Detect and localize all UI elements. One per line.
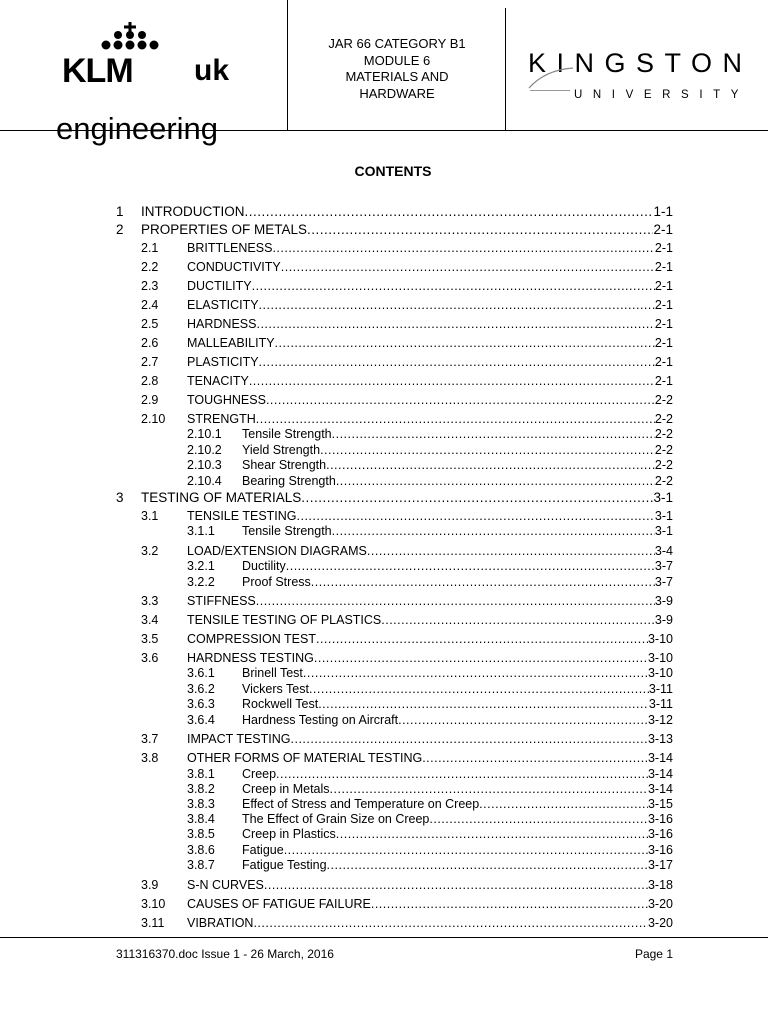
toc-entry-page: 2-2 <box>654 458 673 472</box>
kingston-logo-rule <box>530 90 570 91</box>
toc-entry-number: 2.6 <box>141 336 159 350</box>
toc-entry[interactable] <box>0 751 768 766</box>
klm-logo-text: KLM <box>62 52 133 90</box>
toc-entry-line <box>187 412 673 427</box>
toc-entry-number: 2.4 <box>141 298 159 312</box>
toc-entry[interactable] <box>0 732 768 747</box>
toc-entry-title: Creep in Metals <box>242 782 330 796</box>
toc-entry-title: Hardness Testing on Aircraft <box>242 713 399 727</box>
toc-entry[interactable] <box>0 412 768 427</box>
toc-entry-line <box>187 336 673 351</box>
page-title: CONTENTS <box>354 163 432 179</box>
toc-entry[interactable] <box>0 298 768 313</box>
toc-entry[interactable] <box>0 443 768 458</box>
toc-entry[interactable] <box>0 544 768 559</box>
toc-entry-number: 3.8.4 <box>187 812 215 826</box>
toc-entry[interactable] <box>0 767 768 782</box>
toc-entry[interactable] <box>0 713 768 728</box>
toc-entry[interactable] <box>0 427 768 442</box>
toc-entry[interactable] <box>0 490 768 506</box>
module-header-line: MODULE 6 <box>363 52 431 68</box>
toc-entry-number: 2.3 <box>141 279 159 293</box>
toc-dot-leader <box>301 490 653 506</box>
toc-dot-leader <box>303 666 648 681</box>
toc-entry-line <box>242 797 673 812</box>
toc-entry[interactable] <box>0 858 768 873</box>
toc-entry-number: 2.8 <box>141 374 159 388</box>
toc-dot-leader <box>314 651 648 666</box>
toc-entry-line <box>242 782 673 797</box>
toc-entry-page: 2-1 <box>654 317 673 331</box>
toc-dot-leader <box>264 878 648 893</box>
toc-entry-line <box>187 732 673 747</box>
toc-entry-title: Shear Strength <box>242 458 327 472</box>
toc-entry[interactable] <box>0 613 768 628</box>
toc-entry[interactable] <box>0 812 768 827</box>
toc-entry-number: 3.6 <box>141 651 159 665</box>
toc-entry[interactable] <box>0 897 768 912</box>
toc-entry-line <box>242 559 673 574</box>
toc-dot-leader <box>479 797 648 812</box>
toc-dot-leader <box>253 916 648 931</box>
toc-entry-title: The Effect of Grain Size on Creep <box>242 812 430 826</box>
toc-entry-number: 2.10.1 <box>187 427 222 441</box>
toc-entry-page: 3-17 <box>647 858 673 872</box>
toc-dot-leader <box>330 782 648 797</box>
toc-entry-number: 3.5 <box>141 632 159 646</box>
toc-entry-page: 2-1 <box>654 241 673 255</box>
toc-entry[interactable] <box>0 336 768 351</box>
module-header <box>289 36 505 102</box>
toc-entry-number: 3 <box>116 490 124 505</box>
toc-entry-line <box>242 474 673 489</box>
toc-dot-leader <box>429 812 648 827</box>
toc-entry[interactable] <box>0 878 768 893</box>
toc-entry-line <box>187 751 673 766</box>
toc-dot-leader <box>259 355 655 370</box>
toc-entry[interactable] <box>0 575 768 590</box>
toc-entry-number: 2 <box>116 222 124 237</box>
toc-entry-number: 3.6.2 <box>187 682 215 696</box>
toc-dot-leader <box>256 594 655 609</box>
toc-dot-leader <box>284 843 648 858</box>
toc-entry-page: 3-4 <box>654 544 673 558</box>
toc-entry-page: 3-15 <box>647 797 673 811</box>
kingston-swoosh-icon <box>527 66 575 90</box>
toc-entry-page: 3-11 <box>648 697 673 711</box>
toc-entry-number: 3.1 <box>141 509 159 523</box>
toc-dot-leader <box>297 509 655 524</box>
toc-dot-leader <box>318 697 649 712</box>
toc-entry[interactable] <box>0 782 768 797</box>
toc-entry-page: 3-20 <box>647 897 673 911</box>
toc-entry-number: 3.3 <box>141 594 159 608</box>
toc-entry-title: INTRODUCTION <box>141 204 245 219</box>
toc-entry[interactable] <box>0 827 768 842</box>
toc-dot-leader <box>272 241 654 256</box>
toc-entry-number: 2.10.2 <box>187 443 222 457</box>
toc-entry-title: STIFFNESS <box>187 594 256 608</box>
toc-entry-number: 3.9 <box>141 878 159 892</box>
toc-entry-title: Proof Stress <box>242 575 311 589</box>
toc-dot-leader <box>281 260 655 275</box>
toc-dot-leader <box>367 544 655 559</box>
toc-dot-leader <box>336 827 648 842</box>
footer-doc-info: 311316370.doc Issue 1 - 26 March, 2016 <box>116 947 334 961</box>
toc-entry-number: 3.6.3 <box>187 697 215 711</box>
toc-dot-leader <box>311 575 655 590</box>
toc-entry-number: 2.7 <box>141 355 159 369</box>
toc-dot-leader <box>256 317 654 332</box>
toc-entry-title: S-N CURVES <box>187 878 264 892</box>
toc-entry-number: 3.8.6 <box>187 843 215 857</box>
toc-entry-page: 2-2 <box>654 393 673 407</box>
toc-dot-leader <box>266 393 655 408</box>
toc-entry-title: OTHER FORMS OF MATERIAL TESTING <box>187 751 423 765</box>
toc-entry[interactable] <box>0 697 768 712</box>
toc-entry-title: Ductility <box>242 559 286 573</box>
toc-entry[interactable] <box>0 222 768 238</box>
toc-dot-leader <box>249 374 655 389</box>
toc-entry-line <box>187 878 673 893</box>
toc-dot-leader <box>275 336 655 351</box>
toc-entry-number: 3.6.4 <box>187 713 215 727</box>
module-header-line: MATERIALS AND <box>345 69 449 84</box>
toc-dot-leader <box>291 732 648 747</box>
toc-entry-page: 2-2 <box>654 412 673 426</box>
toc-entry-line <box>141 204 673 220</box>
toc-entry-title: LOAD/EXTENSION DIAGRAMS <box>187 544 367 558</box>
toc-entry-page: 3-12 <box>647 713 673 727</box>
toc-entry-line <box>242 666 673 681</box>
toc-entry[interactable] <box>0 260 768 275</box>
toc-entry-page: 3-10 <box>647 632 673 646</box>
toc-entry-line <box>187 544 673 559</box>
toc-entry-line <box>242 767 673 782</box>
footer-page-number: Page 1 <box>634 947 673 961</box>
toc-entry[interactable] <box>0 393 768 408</box>
toc-entry-title: PLASTICITY <box>187 355 259 369</box>
toc-entry-title: Fatigue <box>242 843 284 857</box>
toc-entry-title: ELASTICITY <box>187 298 259 312</box>
toc-entry-title: TENSILE TESTING OF PLASTICS <box>187 613 382 627</box>
toc-entry-number: 2.2 <box>141 260 159 274</box>
module-header-line: HARDWARE <box>359 85 435 101</box>
toc-entry-title: COMPRESSION TEST <box>187 632 316 646</box>
toc-entry-line <box>187 298 673 313</box>
toc-entry-line <box>141 222 673 238</box>
toc-entry-line <box>242 697 673 712</box>
toc-entry[interactable] <box>0 682 768 697</box>
toc-entry-line <box>242 427 673 442</box>
toc-entry-line <box>187 355 673 370</box>
toc-entry-page: 3-18 <box>647 878 673 892</box>
toc-entry-page: 3-7 <box>654 559 673 573</box>
toc-entry-page: 3-10 <box>647 666 673 680</box>
toc-entry-title: TOUGHNESS <box>187 393 266 407</box>
toc-entry-page: 2-2 <box>654 427 673 441</box>
toc-dot-leader <box>332 524 655 539</box>
klm-crown-icon <box>101 22 159 52</box>
toc-entry-page: 3-20 <box>647 916 673 930</box>
toc-entry-number: 3.2.1 <box>187 559 215 573</box>
toc-entry-line <box>187 613 673 628</box>
toc-entry-page: 2-1 <box>654 336 673 350</box>
toc-entry-number: 3.8 <box>141 751 159 765</box>
toc-entry-line <box>242 812 673 827</box>
toc-entry-number: 3.1.1 <box>187 524 215 538</box>
klm-logo-engineering: engineering <box>56 111 219 146</box>
module-header-line: JAR 66 CATEGORY B1 <box>328 36 466 51</box>
toc-entry-line <box>187 241 673 256</box>
toc-entry-title: Tensile Strength <box>242 524 332 538</box>
toc-entry[interactable] <box>0 524 768 539</box>
toc-entry-page: 3-16 <box>647 827 673 841</box>
toc-entry-number: 2.10 <box>141 412 166 426</box>
toc-dot-leader <box>326 458 655 473</box>
toc-entry-page: 3-10 <box>647 651 673 665</box>
toc-entry-page: 2-1 <box>654 355 673 369</box>
toc-entry-title: TESTING OF MATERIALS <box>141 490 302 505</box>
toc-entry-page: 3-9 <box>654 594 673 608</box>
toc-entry-line <box>242 443 673 458</box>
toc-entry-page: 3-9 <box>654 613 673 627</box>
toc-entry-title: Tensile Strength <box>242 427 332 441</box>
toc-entry[interactable] <box>0 632 768 647</box>
toc-dot-leader <box>256 412 655 427</box>
toc-dot-leader <box>259 298 655 313</box>
toc-dot-leader <box>320 443 655 458</box>
toc-dot-leader <box>316 632 648 647</box>
toc-entry-line <box>187 651 673 666</box>
toc-entry-title: HARDNESS TESTING <box>187 651 314 665</box>
toc-entry[interactable] <box>0 666 768 681</box>
toc-dot-leader <box>309 682 649 697</box>
toc-entry-page: 2-2 <box>654 443 673 457</box>
toc-entry-number: 3.8.2 <box>187 782 215 796</box>
toc-entry[interactable] <box>0 317 768 332</box>
toc-entry-title: TENSILE TESTING <box>187 509 297 523</box>
toc-entry[interactable] <box>0 474 768 489</box>
toc-entry-number: 3.2.2 <box>187 575 215 589</box>
toc-entry-line <box>187 279 673 294</box>
toc-entry-title: Vickers Test <box>242 682 309 696</box>
toc-entry-title: Effect of Stress and Temperature on Creep <box>242 797 480 811</box>
toc-entry-page: 1-1 <box>653 204 673 219</box>
toc-entry-line <box>187 594 673 609</box>
toc-entry-page: 2-1 <box>654 374 673 388</box>
toc-entry-page: 3-1 <box>654 509 673 523</box>
toc-entry-title: Creep in Plastics <box>242 827 336 841</box>
toc-entry[interactable] <box>0 458 768 473</box>
toc-dot-leader <box>371 897 648 912</box>
toc-entry-page: 3-14 <box>647 782 673 796</box>
toc-entry-number: 3.6.1 <box>187 666 215 680</box>
toc-entry[interactable] <box>0 355 768 370</box>
toc-entry-title: STRENGTH <box>187 412 256 426</box>
toc-entry-page: 3-16 <box>647 843 673 857</box>
toc-entry-page: 3-14 <box>647 767 673 781</box>
toc-entry-title: MALLEABILITY <box>187 336 275 350</box>
toc-entry-title: IMPACT TESTING <box>187 732 291 746</box>
toc-dot-leader <box>332 427 655 442</box>
toc-entry-title: Yield Strength <box>242 443 321 457</box>
toc-dot-leader <box>381 613 655 628</box>
toc-entry-number: 3.4 <box>141 613 159 627</box>
toc-entry-title: HARDNESS <box>187 317 257 331</box>
toc-entry-line <box>187 260 673 275</box>
toc-entry[interactable] <box>0 374 768 389</box>
toc-entry[interactable] <box>0 797 768 812</box>
toc-entry-page: 2-1 <box>654 279 673 293</box>
toc-entry-line <box>187 509 673 524</box>
toc-dot-leader <box>398 713 648 728</box>
toc-entry-title: CONDUCTIVITY <box>187 260 281 274</box>
toc-entry-line <box>242 458 673 473</box>
toc-entry-line <box>242 713 673 728</box>
toc-entry-title: CAUSES OF FATIGUE FAILURE <box>187 897 371 911</box>
toc-entry[interactable] <box>0 916 768 931</box>
toc-entry-line <box>187 374 673 389</box>
toc-entry[interactable] <box>0 204 768 220</box>
toc-entry-number: 2.10.3 <box>187 458 222 472</box>
toc-entry-number: 1 <box>116 204 124 219</box>
toc-dot-leader <box>327 858 648 873</box>
toc-entry-number: 3.2 <box>141 544 159 558</box>
toc-entry-number: 3.8.7 <box>187 858 215 872</box>
toc-entry-title: Creep <box>242 767 277 781</box>
toc-entry[interactable] <box>0 241 768 256</box>
toc-entry-page: 3-13 <box>647 732 673 746</box>
toc-entry-number: 3.8.3 <box>187 797 215 811</box>
toc-entry-page: 2-1 <box>654 260 673 274</box>
toc-entry-line <box>242 827 673 842</box>
toc-entry[interactable] <box>0 651 768 666</box>
toc-dot-leader <box>286 559 655 574</box>
toc-entry-page: 2-2 <box>654 474 673 488</box>
toc-entry-title: TENACITY <box>187 374 249 388</box>
toc-entry-number: 3.8.1 <box>187 767 215 781</box>
toc-entry-number: 3.10 <box>141 897 166 911</box>
toc-entry-page: 3-14 <box>647 751 673 765</box>
toc-entry-title: VIBRATION <box>187 916 254 930</box>
toc-dot-leader <box>252 279 655 294</box>
toc-entry-title: PROPERTIES OF METALS <box>141 222 308 237</box>
toc-entry-number: 2.5 <box>141 317 159 331</box>
toc-entry-page: 3-16 <box>647 812 673 826</box>
toc-entry-line <box>242 575 673 590</box>
toc-entry[interactable] <box>0 509 768 524</box>
toc-entry[interactable] <box>0 594 768 609</box>
toc-entry-line <box>187 393 673 408</box>
toc-entry[interactable] <box>0 279 768 294</box>
toc-entry-title: Fatigue Testing <box>242 858 327 872</box>
toc-entry-page: 3-7 <box>654 575 673 589</box>
toc-entry-line <box>242 682 673 697</box>
toc-entry-page: 2-1 <box>653 222 673 237</box>
toc-entry-title: Bearing Strength <box>242 474 336 488</box>
footer-rule <box>0 937 768 938</box>
toc-dot-leader <box>422 751 648 766</box>
kingston-logo-sub: UNIVERSITY <box>574 89 750 101</box>
toc-entry-line <box>187 317 673 332</box>
toc-entry-line <box>187 897 673 912</box>
toc-dot-leader <box>245 204 654 220</box>
toc-entry-number: 3.7 <box>141 732 159 746</box>
toc-entry-title: Brinell Test <box>242 666 303 680</box>
toc-entry[interactable] <box>0 843 768 858</box>
toc-entry-title: Rockwell Test <box>242 697 319 711</box>
header-divider-right <box>505 8 506 130</box>
toc-entry-number: 3.11 <box>141 916 165 930</box>
toc-entry-number: 3.8.5 <box>187 827 215 841</box>
toc-entry-line <box>187 632 673 647</box>
toc-entry-page: 3-1 <box>653 490 673 505</box>
toc-entry[interactable] <box>0 559 768 574</box>
toc-entry-title: BRITTLENESS <box>187 241 273 255</box>
toc-entry-line <box>187 916 673 931</box>
header-divider-left <box>287 0 288 130</box>
klm-logo-suffix: uk <box>194 54 230 87</box>
toc-entry-page: 3-11 <box>648 682 673 696</box>
toc-entry-number: 2.9 <box>141 393 159 407</box>
toc-entry-line <box>141 490 673 506</box>
toc-entry-page: 3-1 <box>654 524 673 538</box>
toc-dot-leader <box>276 767 648 782</box>
toc-entry-page: 2-1 <box>654 298 673 312</box>
toc-entry-line <box>242 843 673 858</box>
toc-entry-number: 2.1 <box>141 241 159 255</box>
toc-dot-leader <box>336 474 655 489</box>
toc-entry-number: 2.10.4 <box>187 474 222 488</box>
toc-dot-leader <box>307 222 653 238</box>
toc-entry-line <box>242 524 673 539</box>
kingston-logo-name: KINGSTON <box>528 48 753 78</box>
toc-entry-title: DUCTILITY <box>187 279 252 293</box>
toc-entry-line <box>242 858 673 873</box>
